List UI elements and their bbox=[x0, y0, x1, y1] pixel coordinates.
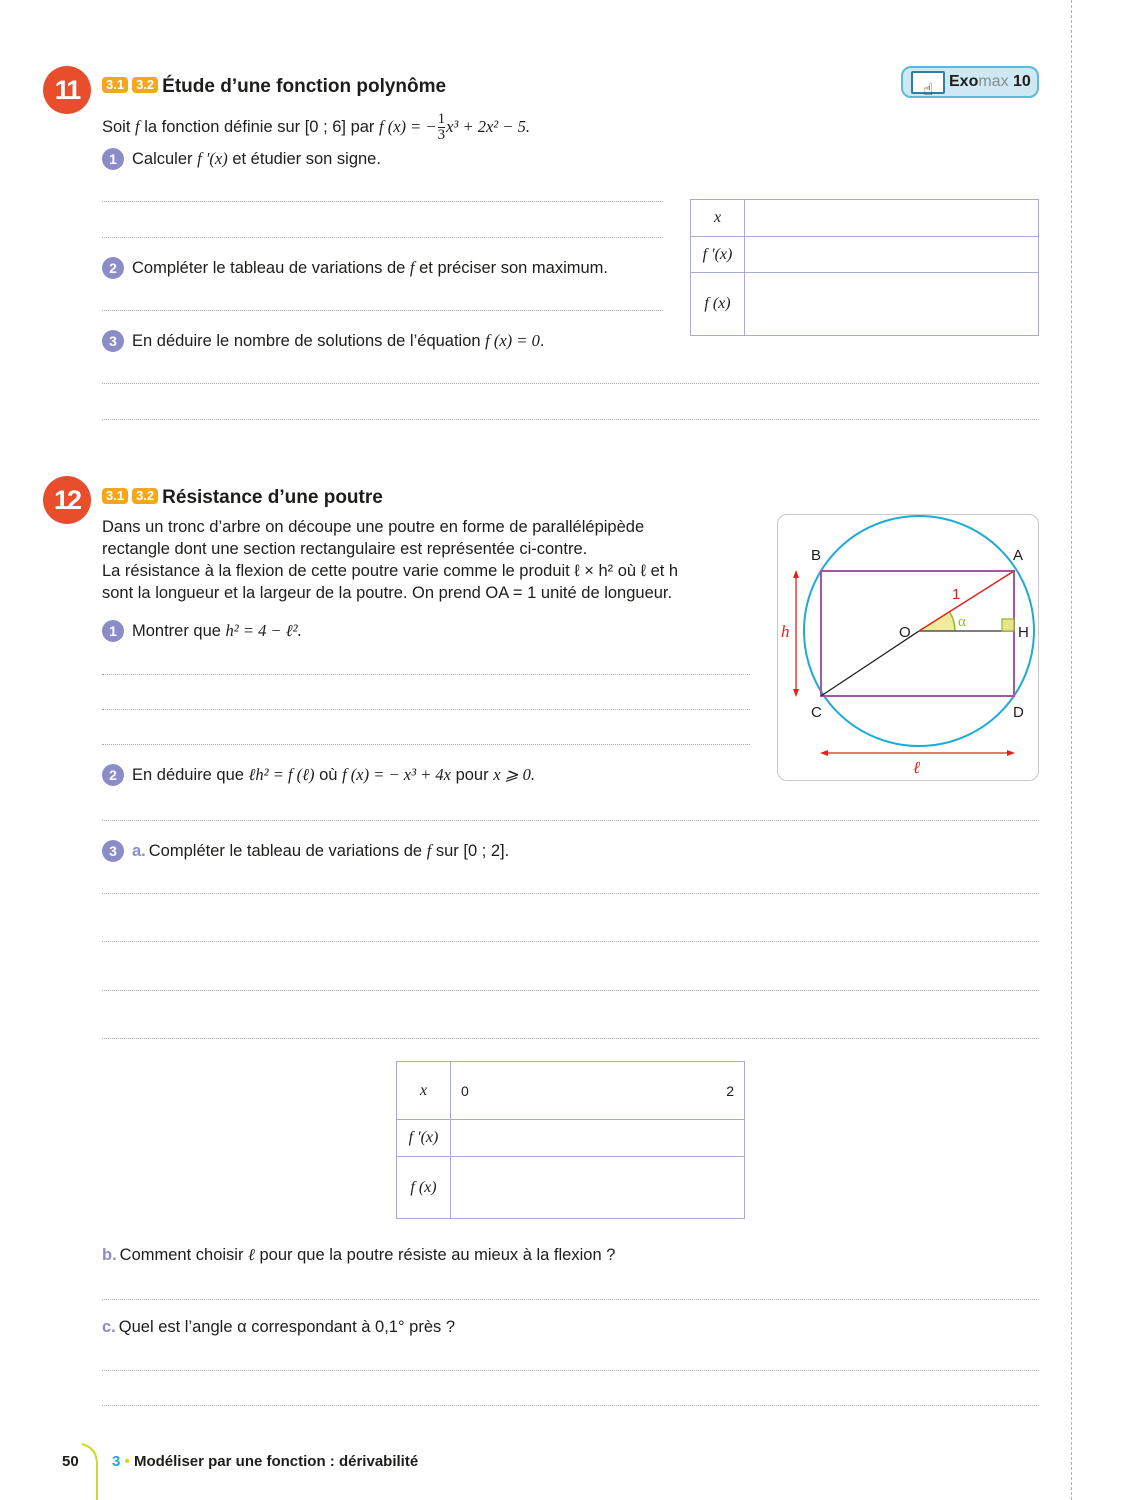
answer-line[interactable] bbox=[102, 744, 750, 745]
label-B: B bbox=[811, 547, 822, 564]
exercise-12-question-3c bbox=[102, 1318, 455, 1337]
exomax-label-max: max bbox=[978, 73, 1009, 90]
question-text: pour bbox=[450, 765, 494, 784]
table-cell[interactable] bbox=[745, 200, 1039, 237]
question-text: pour que la poutre résiste au mieux à la flexion ? bbox=[254, 1245, 616, 1264]
paragraph-line: La résistance à la flexion de cette poutre varie comme le produit ℓ × h² où ℓ et h bbox=[102, 562, 679, 580]
question-number: 1 bbox=[102, 620, 124, 642]
question-math: f (x) = 0 bbox=[485, 331, 540, 350]
hand-pointer-icon: ☝ bbox=[923, 80, 934, 99]
chapter-separator: • bbox=[124, 1453, 130, 1470]
skill-tag: 3.2 bbox=[132, 488, 158, 504]
skill-tag: 3.1 bbox=[102, 77, 128, 93]
question-number: 3 bbox=[102, 840, 124, 862]
exercise-12-heading bbox=[102, 487, 383, 509]
answer-line[interactable] bbox=[102, 310, 663, 311]
exercise-11-question-2 bbox=[102, 257, 608, 279]
answer-line[interactable] bbox=[102, 237, 663, 238]
question-number: 1 bbox=[102, 148, 124, 170]
question-text: et étudier son signe. bbox=[227, 149, 381, 168]
sub-question-letter: b. bbox=[102, 1245, 117, 1264]
label-radius: 1 bbox=[952, 586, 961, 603]
footer-curve-decoration bbox=[80, 1442, 104, 1500]
table-cell[interactable] bbox=[745, 237, 1039, 273]
exercise-12-question-1 bbox=[102, 620, 302, 642]
paragraph-line: rectangle dont une section rectangulaire est représentée ci-contre. bbox=[102, 540, 588, 558]
question-math: ℓh² = f (ℓ) bbox=[248, 765, 315, 784]
answer-line[interactable] bbox=[102, 820, 1039, 821]
question-text: et préciser son maximum. bbox=[414, 258, 608, 277]
x-start-value: 0 bbox=[461, 1082, 469, 1099]
question-math: f bbox=[409, 258, 415, 277]
question-text: Quel est l’angle α correspondant à 0,1° près ? bbox=[118, 1318, 456, 1336]
label-l: ℓ bbox=[913, 758, 921, 777]
table-header-x: x bbox=[397, 1062, 451, 1120]
question-math: x ⩾ 0. bbox=[493, 765, 535, 784]
intro-text: la fonction définie sur [0 ; 6] par bbox=[139, 117, 380, 136]
answer-line[interactable] bbox=[102, 709, 750, 710]
exomax-number: 10 bbox=[1013, 73, 1031, 90]
table-cell[interactable] bbox=[745, 273, 1039, 336]
answer-line[interactable] bbox=[102, 383, 1039, 384]
exomax-label-exo: Exo bbox=[949, 73, 979, 90]
question-text: Compléter le tableau de variations de bbox=[132, 258, 410, 277]
label-O: O bbox=[899, 624, 911, 641]
intro-math: f (x) = − bbox=[379, 116, 437, 136]
question-math: ℓ bbox=[248, 1245, 255, 1264]
fraction-numerator: 1 bbox=[437, 111, 446, 127]
label-D: D bbox=[1013, 704, 1024, 721]
exercise-11-intro bbox=[102, 112, 530, 143]
exomax-button[interactable] bbox=[901, 66, 1039, 98]
question-text: Montrer que bbox=[132, 621, 226, 640]
label-H: H bbox=[1018, 624, 1029, 641]
question-text: Comment choisir bbox=[119, 1245, 249, 1264]
question-number: 3 bbox=[102, 330, 124, 352]
question-text: . bbox=[539, 331, 545, 350]
answer-line[interactable] bbox=[102, 419, 1039, 420]
label-A: A bbox=[1013, 547, 1024, 564]
exercise-11-question-1 bbox=[102, 148, 381, 170]
table-header-fprime: f ′(x) bbox=[397, 1120, 451, 1157]
answer-line[interactable] bbox=[102, 1405, 1039, 1406]
question-text: Compléter le tableau de variations de bbox=[148, 841, 427, 860]
geometry-figure bbox=[777, 514, 1039, 781]
table-cell[interactable] bbox=[451, 1120, 745, 1157]
table-cell[interactable] bbox=[451, 1157, 745, 1219]
chapter-number: 3 bbox=[112, 1453, 121, 1470]
answer-line[interactable] bbox=[102, 941, 1039, 942]
exercise-12-question-2 bbox=[102, 764, 535, 786]
exercise-12-question-3a bbox=[102, 840, 509, 862]
question-number: 2 bbox=[102, 764, 124, 786]
segment-OA bbox=[919, 571, 1014, 631]
answer-line[interactable] bbox=[102, 1370, 1039, 1371]
exercise-11-question-3 bbox=[102, 330, 544, 352]
exercise-12-title: Résistance d’une poutre bbox=[162, 487, 383, 508]
table-header-fprime: f ′(x) bbox=[691, 237, 745, 273]
intro-math: x³ + 2x² − 5. bbox=[446, 116, 530, 136]
exercise-11-heading bbox=[102, 76, 446, 98]
question-math: f ′(x) bbox=[197, 149, 228, 168]
intro-math: f bbox=[135, 116, 140, 136]
sub-question-letter: c. bbox=[102, 1318, 116, 1336]
exercise-11-title: Étude d’une fonction polynôme bbox=[162, 76, 447, 97]
label-C: C bbox=[811, 704, 822, 721]
answer-line[interactable] bbox=[102, 674, 750, 675]
answer-line[interactable] bbox=[102, 1038, 1039, 1039]
skill-tag: 3.2 bbox=[132, 77, 158, 93]
right-angle-marker bbox=[1002, 619, 1014, 631]
x-end-value: 2 bbox=[726, 1082, 734, 1099]
question-math: f bbox=[426, 841, 432, 860]
answer-line[interactable] bbox=[102, 1299, 1039, 1300]
table-header-f: f (x) bbox=[397, 1157, 451, 1219]
label-alpha: α bbox=[958, 614, 966, 630]
variation-table-12 bbox=[396, 1061, 745, 1219]
fraction-denominator: 3 bbox=[437, 127, 446, 143]
exercise-12-question-3b bbox=[102, 1245, 615, 1265]
page-margin-line bbox=[1071, 0, 1072, 1500]
question-text: sur [0 ; 2]. bbox=[431, 841, 510, 860]
fraction bbox=[438, 112, 446, 143]
label-h: h bbox=[781, 622, 790, 641]
variation-table-11 bbox=[690, 199, 1039, 336]
exercise-12-number: 12 bbox=[43, 476, 91, 524]
page-number: 50 bbox=[62, 1453, 79, 1470]
question-text: où bbox=[314, 765, 343, 784]
exercise-11-number: 11 bbox=[43, 66, 91, 114]
question-text: En déduire que bbox=[132, 765, 249, 784]
answer-line[interactable] bbox=[102, 990, 1039, 991]
exercise-12-paragraph bbox=[102, 516, 678, 604]
table-header-x: x bbox=[691, 200, 745, 237]
skill-tag: 3.1 bbox=[102, 488, 128, 504]
table-header-f: f (x) bbox=[691, 273, 745, 336]
question-math: h² = 4 − ℓ². bbox=[225, 621, 302, 640]
question-text: Calculer bbox=[132, 149, 198, 168]
paragraph-line: Dans un tronc d’arbre on découpe une poutre en forme de parallélépipède bbox=[102, 518, 645, 536]
sub-question-letter: a. bbox=[132, 841, 146, 860]
question-math: f (x) = − x³ + 4x bbox=[342, 765, 451, 784]
paragraph-line: sont la longueur et la largeur de la poutre. On prend OA = 1 unité de longueur. bbox=[102, 584, 673, 602]
footer-chapter bbox=[112, 1453, 418, 1470]
answer-line[interactable] bbox=[102, 201, 663, 202]
answer-line[interactable] bbox=[102, 893, 1039, 894]
chapter-title: Modéliser par une fonction : dérivabilité bbox=[133, 1453, 419, 1470]
intro-text: Soit bbox=[102, 117, 136, 136]
question-text: En déduire le nombre de solutions de l’équation bbox=[132, 331, 486, 350]
table-cell-x-values[interactable] bbox=[451, 1062, 745, 1120]
question-number: 2 bbox=[102, 257, 124, 279]
